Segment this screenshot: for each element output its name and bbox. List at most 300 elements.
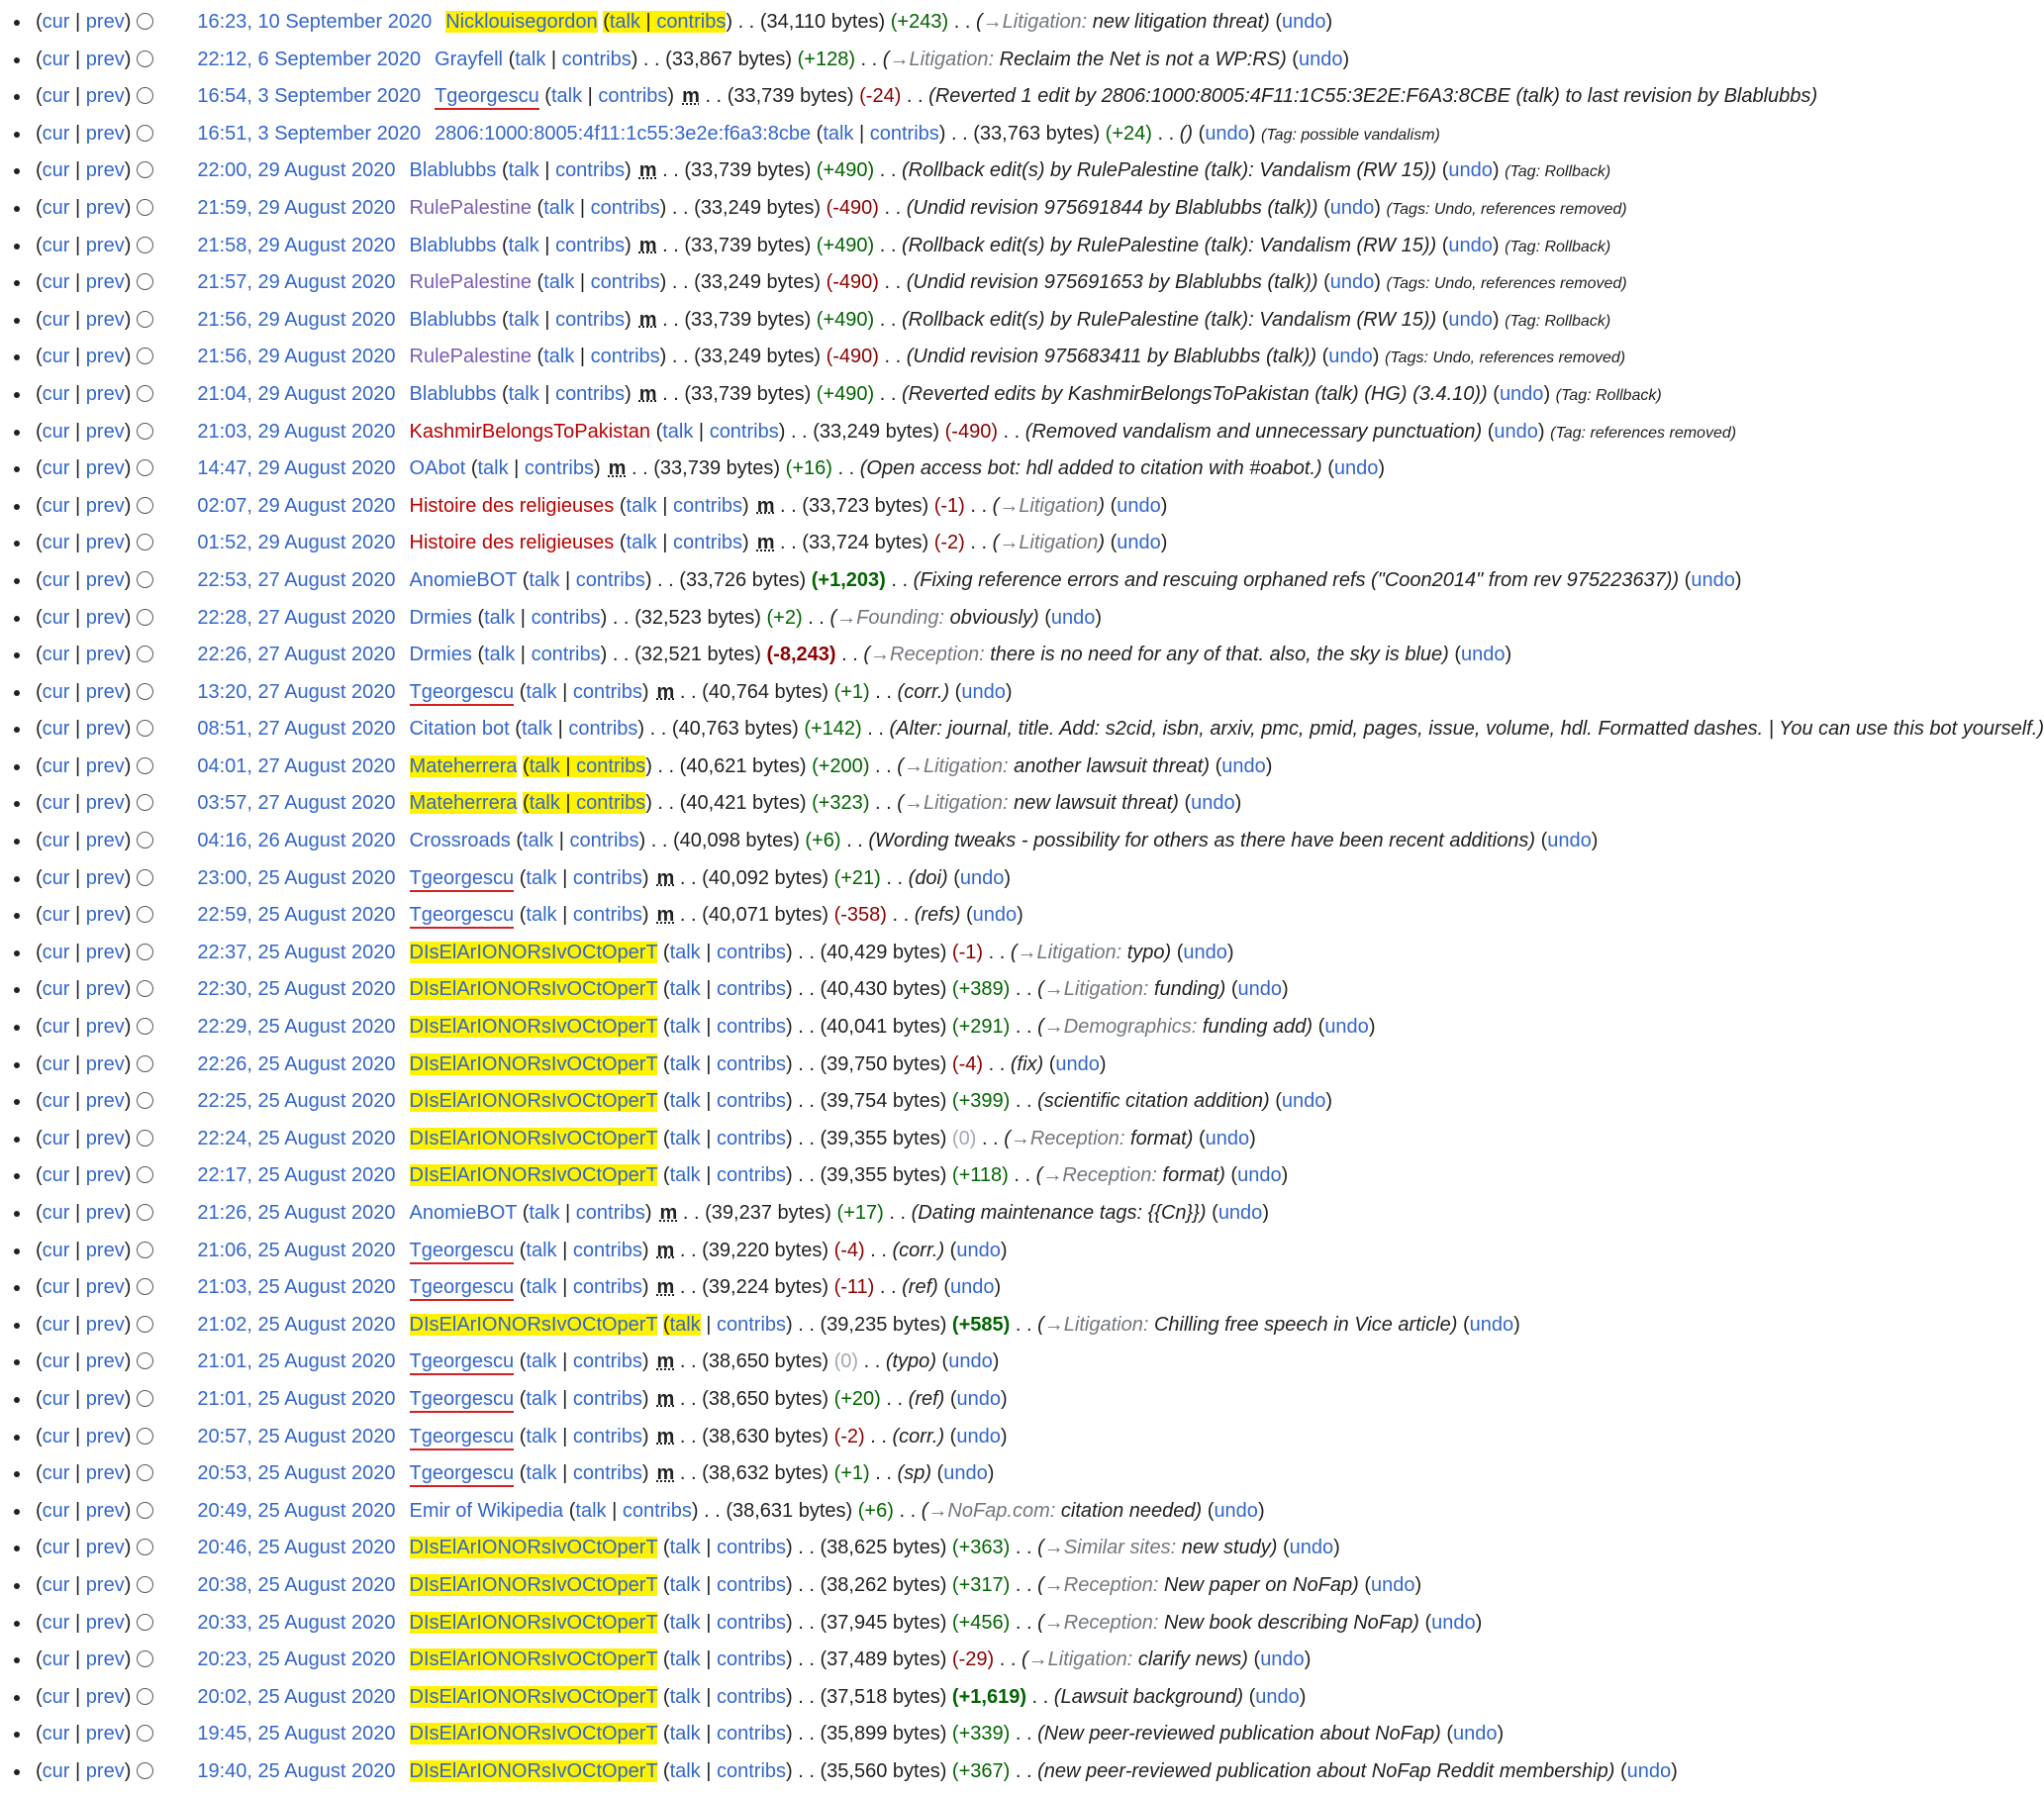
user-contribs-link[interactable]: contribs [531,606,601,629]
user-talk-link[interactable]: talk [669,1611,701,1634]
prev-link[interactable]: prev [85,1202,125,1224]
undo-link[interactable]: undo [972,904,1018,927]
cur-link[interactable]: cur [42,1276,70,1299]
cur-link[interactable]: cur [42,1164,70,1187]
user-link[interactable]: RulePalestine [409,271,532,294]
compare-radio[interactable] [137,1725,153,1742]
user-link[interactable]: Grayfell [435,48,503,70]
revision-date-link[interactable]: 21:26, 25 August 2020 [197,1202,396,1224]
cur-link[interactable]: cur [42,159,70,182]
revision-date-link[interactable]: 20:23, 25 August 2020 [197,1648,396,1671]
compare-radio[interactable] [137,683,153,700]
user-contribs-link[interactable]: contribs [572,866,642,889]
cur-link[interactable]: cur [42,1313,70,1336]
section-link[interactable]: →Litigation: [903,792,1009,815]
undo-link[interactable]: undo [956,1239,1001,1261]
user-talk-link[interactable]: talk [669,1685,701,1708]
user-talk-link[interactable]: talk [526,1239,557,1261]
user-talk-link[interactable]: talk [626,494,657,517]
undo-link[interactable]: undo [1281,1090,1326,1113]
user-contribs-link[interactable]: contribs [717,1759,787,1782]
compare-radio[interactable] [137,87,153,104]
prev-link[interactable]: prev [85,1350,125,1373]
cur-link[interactable]: cur [42,1052,70,1075]
undo-link[interactable]: undo [956,1387,1002,1410]
compare-radio[interactable] [137,1018,153,1035]
undo-link[interactable]: undo [1055,1052,1100,1075]
undo-link[interactable]: undo [1191,792,1235,815]
cur-link[interactable]: cur [42,830,70,852]
prev-link[interactable]: prev [85,1537,125,1559]
prev-link[interactable]: prev [85,1127,125,1149]
cur-link[interactable]: cur [42,1239,70,1261]
user-talk-link[interactable]: talk [515,48,546,70]
prev-link[interactable]: prev [85,1573,125,1596]
revision-date-link[interactable]: 14:47, 29 August 2020 [197,457,396,480]
compare-radio[interactable] [137,459,153,476]
prev-link[interactable]: prev [85,1648,125,1671]
undo-link[interactable]: undo [1260,1648,1305,1671]
revision-date-link[interactable]: 20:46, 25 August 2020 [197,1537,396,1559]
user-contribs-link[interactable]: contribs [576,754,646,777]
revision-date-link[interactable]: 22:12, 6 September 2020 [197,48,422,70]
revision-date-link[interactable]: 03:57, 27 August 2020 [197,792,396,815]
prev-link[interactable]: prev [85,346,125,368]
user-talk-link[interactable]: talk [526,866,557,889]
cur-link[interactable]: cur [42,754,70,777]
undo-link[interactable]: undo [1217,1202,1263,1224]
user-link[interactable]: Blablubbs [409,382,497,405]
cur-link[interactable]: cur [42,1090,70,1113]
user-talk-link[interactable]: talk [529,754,560,777]
section-link[interactable]: →Litigation: [1027,1648,1133,1671]
user-talk-link[interactable]: talk [669,1016,701,1039]
compare-radio[interactable] [137,161,153,178]
compare-radio[interactable] [137,1464,153,1481]
revision-date-link[interactable]: 21:56, 29 August 2020 [197,346,396,368]
cur-link[interactable]: cur [42,1685,70,1708]
undo-link[interactable]: undo [1448,234,1493,256]
user-contribs-link[interactable]: contribs [717,1723,787,1746]
user-contribs-link[interactable]: contribs [572,1387,642,1410]
compare-radio[interactable] [137,385,153,402]
revision-date-link[interactable]: 21:59, 29 August 2020 [197,196,396,219]
user-contribs-link[interactable]: contribs [598,85,668,108]
revision-date-link[interactable]: 20:53, 25 August 2020 [197,1462,396,1485]
revision-date-link[interactable]: 22:29, 25 August 2020 [197,1016,396,1039]
cur-link[interactable]: cur [42,1387,70,1410]
revision-date-link[interactable]: 08:51, 27 August 2020 [197,718,396,741]
cur-link[interactable]: cur [42,1127,70,1149]
undo-link[interactable]: undo [1329,271,1375,294]
revision-date-link[interactable]: 02:07, 29 August 2020 [197,494,396,517]
revision-date-link[interactable]: 21:56, 29 August 2020 [197,308,396,331]
revision-date-link[interactable]: 21:03, 29 August 2020 [197,420,396,443]
compare-radio[interactable] [137,1428,153,1445]
cur-link[interactable]: cur [42,532,70,554]
user-talk-link[interactable]: talk [543,196,575,219]
undo-link[interactable]: undo [1448,308,1493,331]
user-link[interactable]: RulePalestine [409,346,532,368]
undo-link[interactable]: undo [1221,754,1266,777]
user-contribs-link[interactable]: contribs [717,1685,787,1708]
revision-date-link[interactable]: 22:37, 25 August 2020 [197,941,396,963]
user-contribs-link[interactable]: contribs [575,568,645,591]
user-contribs-link[interactable]: contribs [656,11,727,33]
cur-link[interactable]: cur [42,1350,70,1373]
user-talk-link[interactable]: talk [526,1462,557,1485]
user-talk-link[interactable]: talk [529,568,560,591]
user-contribs-link[interactable]: contribs [672,494,743,517]
undo-link[interactable]: undo [1050,606,1096,629]
user-contribs-link[interactable]: contribs [717,1127,787,1149]
user-link[interactable]: Blablubbs [409,159,497,182]
undo-link[interactable]: undo [1289,1537,1334,1559]
section-link[interactable]: →NoFap.com: [927,1499,1056,1522]
section-link[interactable]: →Litigation [999,494,1099,517]
user-link[interactable]: DIsElArIONORsIvOCtOperT [409,1685,658,1708]
user-talk-link[interactable]: talk [508,308,539,331]
revision-date-link[interactable]: 19:40, 25 August 2020 [197,1759,396,1782]
user-contribs-link[interactable]: contribs [717,978,787,1001]
prev-link[interactable]: prev [85,1387,125,1410]
user-talk-link[interactable]: talk [508,382,539,405]
undo-link[interactable]: undo [1328,346,1373,368]
user-link[interactable]: Crossroads [409,830,511,852]
compare-radio[interactable] [137,125,153,142]
user-link[interactable]: Tgeorgescu [410,1426,515,1450]
cur-link[interactable]: cur [42,271,70,294]
prev-link[interactable]: prev [85,1499,125,1522]
prev-link[interactable]: prev [85,1164,125,1187]
prev-link[interactable]: prev [85,234,125,256]
user-contribs-link[interactable]: contribs [524,457,594,480]
section-link[interactable]: →Litigation: [1017,941,1122,963]
user-link[interactable]: DIsElArIONORsIvOCtOperT [409,1723,658,1746]
user-link[interactable]: DIsElArIONORsIvOCtOperT [409,1090,658,1113]
user-link[interactable]: Blablubbs [409,308,497,331]
compare-radio[interactable] [137,1688,153,1705]
compare-radio[interactable] [137,1130,153,1147]
user-talk-link[interactable]: talk [669,1759,701,1782]
compare-radio[interactable] [137,757,153,774]
user-contribs-link[interactable]: contribs [717,1573,787,1596]
section-link[interactable]: →Similar sites: [1043,1537,1177,1559]
prev-link[interactable]: prev [85,866,125,889]
prev-link[interactable]: prev [85,1462,125,1485]
user-talk-link[interactable]: talk [526,680,557,703]
prev-link[interactable]: prev [85,1425,125,1448]
user-link[interactable]: Tgeorgescu [410,1240,515,1264]
user-link[interactable]: Drmies [409,606,472,629]
compare-radio[interactable] [137,646,153,662]
user-talk-link[interactable]: talk [529,1202,560,1224]
undo-link[interactable]: undo [1237,978,1282,1001]
section-link[interactable]: →Litigation [999,532,1099,554]
cur-link[interactable]: cur [42,122,70,145]
revision-date-link[interactable]: 22:17, 25 August 2020 [197,1164,396,1187]
user-talk-link[interactable]: talk [669,1164,701,1187]
revision-date-link[interactable]: 22:25, 25 August 2020 [197,1090,396,1113]
prev-link[interactable]: prev [85,159,125,182]
undo-link[interactable]: undo [1214,1499,1258,1522]
cur-link[interactable]: cur [42,420,70,443]
prev-link[interactable]: prev [85,680,125,703]
user-link[interactable]: DIsElArIONORsIvOCtOperT [409,1052,658,1075]
revision-date-link[interactable]: 04:16, 26 August 2020 [197,830,396,852]
section-link[interactable]: →Litigation: [889,48,995,70]
user-talk-link[interactable]: talk [669,1127,701,1149]
user-contribs-link[interactable]: contribs [572,904,642,927]
cur-link[interactable]: cur [42,1648,70,1671]
undo-link[interactable]: undo [1298,48,1343,70]
undo-link[interactable]: undo [1448,159,1493,182]
user-talk-link[interactable]: talk [669,1537,701,1559]
section-link[interactable]: →Litigation: [903,754,1009,777]
revision-date-link[interactable]: 21:03, 25 August 2020 [197,1276,396,1299]
user-contribs-link[interactable]: contribs [717,1611,787,1634]
prev-link[interactable]: prev [85,532,125,554]
user-talk-link[interactable]: talk [669,1090,701,1113]
revision-date-link[interactable]: 16:54, 3 September 2020 [197,85,422,108]
user-talk-link[interactable]: talk [669,1052,701,1075]
revision-date-link[interactable]: 21:01, 25 August 2020 [197,1350,396,1373]
compare-radio[interactable] [137,13,153,30]
user-talk-link[interactable]: talk [669,1648,701,1671]
revision-date-link[interactable]: 01:52, 29 August 2020 [197,532,396,554]
cur-link[interactable]: cur [42,866,70,889]
compare-radio[interactable] [137,1166,153,1183]
user-talk-link[interactable]: talk [609,11,640,33]
revision-date-link[interactable]: 21:04, 29 August 2020 [197,382,396,405]
cur-link[interactable]: cur [42,308,70,331]
user-link[interactable]: KashmirBelongsToPakistan [409,420,651,443]
user-contribs-link[interactable]: contribs [590,271,660,294]
user-link[interactable]: Nicklouisegordon [445,11,598,33]
undo-link[interactable]: undo [1494,420,1538,443]
revision-date-link[interactable]: 20:38, 25 August 2020 [197,1573,396,1596]
user-link[interactable]: DIsElArIONORsIvOCtOperT [409,1127,658,1149]
undo-link[interactable]: undo [1183,941,1227,963]
user-link[interactable]: Mateherrera [409,792,518,815]
prev-link[interactable]: prev [85,718,125,741]
prev-link[interactable]: prev [85,1239,125,1261]
prev-link[interactable]: prev [85,644,125,666]
user-talk-link[interactable]: talk [526,1387,557,1410]
user-link[interactable]: DIsElArIONORsIvOCtOperT [409,1016,658,1039]
undo-link[interactable]: undo [1461,644,1506,666]
undo-link[interactable]: undo [1626,1759,1672,1782]
user-contribs-link[interactable]: contribs [717,1090,787,1113]
compare-radio[interactable] [137,1204,153,1221]
compare-radio[interactable] [137,906,153,923]
prev-link[interactable]: prev [85,941,125,963]
cur-link[interactable]: cur [42,48,70,70]
prev-link[interactable]: prev [85,1723,125,1746]
user-talk-link[interactable]: talk [543,346,575,368]
revision-date-link[interactable]: 20:49, 25 August 2020 [197,1499,396,1522]
undo-link[interactable]: undo [948,1350,993,1373]
user-contribs-link[interactable]: contribs [572,1276,642,1299]
cur-link[interactable]: cur [42,11,70,33]
user-contribs-link[interactable]: contribs [590,346,660,368]
cur-link[interactable]: cur [42,718,70,741]
user-contribs-link[interactable]: contribs [572,1350,642,1373]
compare-radio[interactable] [137,534,153,550]
prev-link[interactable]: prev [85,1276,125,1299]
compare-radio[interactable] [137,1762,153,1779]
user-link[interactable]: DIsElArIONORsIvOCtOperT [409,1611,658,1634]
compare-radio[interactable] [137,348,153,364]
user-talk-link[interactable]: talk [508,234,539,256]
prev-link[interactable]: prev [85,1052,125,1075]
user-contribs-link[interactable]: contribs [672,532,743,554]
user-contribs-link[interactable]: contribs [555,382,626,405]
prev-link[interactable]: prev [85,271,125,294]
section-link[interactable]: →Litigation: [1043,978,1149,1001]
cur-link[interactable]: cur [42,1462,70,1485]
user-talk-link[interactable]: talk [669,1313,701,1336]
revision-date-link[interactable]: 16:23, 10 September 2020 [197,11,433,33]
user-link[interactable]: OAbot [409,457,466,480]
user-link[interactable]: Tgeorgescu [410,904,515,929]
compare-radio[interactable] [137,571,153,588]
compare-radio[interactable] [137,497,153,514]
undo-link[interactable]: undo [1324,1016,1369,1039]
prev-link[interactable]: prev [85,48,125,70]
cur-link[interactable]: cur [42,234,70,256]
cur-link[interactable]: cur [42,792,70,815]
user-contribs-link[interactable]: contribs [622,1499,692,1522]
prev-link[interactable]: prev [85,494,125,517]
undo-link[interactable]: undo [1205,122,1249,145]
user-talk-link[interactable]: talk [526,1350,557,1373]
user-link[interactable]: Mateherrera [409,754,518,777]
user-talk-link[interactable]: talk [626,532,657,554]
user-contribs-link[interactable]: contribs [869,122,939,145]
undo-link[interactable]: undo [1282,11,1326,33]
prev-link[interactable]: prev [85,792,125,815]
cur-link[interactable]: cur [42,85,70,108]
revision-date-link[interactable]: 22:24, 25 August 2020 [197,1127,396,1149]
revision-date-link[interactable]: 20:33, 25 August 2020 [197,1611,396,1634]
revision-date-link[interactable]: 22:59, 25 August 2020 [197,904,396,927]
section-link[interactable]: →Founding: [836,606,945,629]
revision-date-link[interactable]: 23:00, 25 August 2020 [197,866,396,889]
undo-link[interactable]: undo [956,1425,1001,1448]
undo-link[interactable]: undo [1370,1573,1415,1596]
revision-date-link[interactable]: 21:02, 25 August 2020 [197,1313,396,1336]
revision-date-link[interactable]: 22:26, 25 August 2020 [197,1052,396,1075]
revision-date-link[interactable]: 20:57, 25 August 2020 [197,1425,396,1448]
undo-link[interactable]: undo [961,680,1006,703]
user-contribs-link[interactable]: contribs [709,420,779,443]
user-talk-link[interactable]: talk [662,420,694,443]
user-link[interactable]: Histoire des religieuses [409,494,615,517]
prev-link[interactable]: prev [85,606,125,629]
user-talk-link[interactable]: talk [523,830,554,852]
section-link[interactable]: →Reception: [1042,1164,1157,1187]
user-link[interactable]: Drmies [409,644,472,666]
compare-radio[interactable] [137,1055,153,1072]
user-talk-link[interactable]: talk [669,978,701,1001]
user-talk-link[interactable]: talk [477,457,509,480]
prev-link[interactable]: prev [85,196,125,219]
user-talk-link[interactable]: talk [484,644,516,666]
user-contribs-link[interactable]: contribs [717,1052,787,1075]
section-link[interactable]: →Litigation: [982,11,1088,33]
cur-link[interactable]: cur [42,1425,70,1448]
revision-date-link[interactable]: 19:45, 25 August 2020 [197,1723,396,1746]
user-talk-link[interactable]: talk [526,1276,557,1299]
section-link[interactable]: →Reception: [1043,1573,1159,1596]
undo-link[interactable]: undo [1453,1723,1498,1746]
user-contribs-link[interactable]: contribs [717,1016,787,1039]
cur-link[interactable]: cur [42,680,70,703]
compare-radio[interactable] [137,1092,153,1109]
revision-date-link[interactable]: 20:02, 25 August 2020 [197,1685,396,1708]
user-link[interactable]: DIsElArIONORsIvOCtOperT [409,1573,658,1596]
user-contribs-link[interactable]: contribs [576,792,646,815]
prev-link[interactable]: prev [85,1016,125,1039]
user-contribs-link[interactable]: contribs [572,1239,642,1261]
compare-radio[interactable] [137,199,153,216]
user-contribs-link[interactable]: contribs [555,234,626,256]
user-link[interactable]: Tgeorgescu [410,1462,515,1487]
user-contribs-link[interactable]: contribs [568,718,638,741]
compare-radio[interactable] [137,832,153,849]
user-link[interactable]: AnomieBOT [409,568,518,591]
user-link[interactable]: AnomieBOT [409,1202,518,1224]
compare-radio[interactable] [137,311,153,328]
compare-radio[interactable] [137,1539,153,1555]
revision-date-link[interactable]: 21:57, 29 August 2020 [197,271,396,294]
prev-link[interactable]: prev [85,420,125,443]
user-link[interactable]: Histoire des religieuses [409,532,615,554]
cur-link[interactable]: cur [42,494,70,517]
cur-link[interactable]: cur [42,1723,70,1746]
undo-link[interactable]: undo [1333,457,1379,480]
cur-link[interactable]: cur [42,1537,70,1559]
compare-radio[interactable] [137,273,153,290]
revision-date-link[interactable]: 22:30, 25 August 2020 [197,978,396,1001]
cur-link[interactable]: cur [42,1611,70,1634]
undo-link[interactable]: undo [1237,1164,1282,1187]
user-talk-link[interactable]: talk [526,904,557,927]
revision-date-link[interactable]: 13:20, 27 August 2020 [197,680,396,703]
user-contribs-link[interactable]: contribs [717,941,787,963]
compare-radio[interactable] [137,1316,153,1333]
user-contribs-link[interactable]: contribs [555,159,626,182]
user-talk-link[interactable]: talk [823,122,854,145]
user-talk-link[interactable]: talk [550,85,583,108]
user-talk-link[interactable]: talk [529,792,560,815]
undo-link[interactable]: undo [1117,494,1161,517]
compare-radio[interactable] [137,423,153,440]
cur-link[interactable]: cur [42,196,70,219]
section-link[interactable]: →Reception: [1043,1611,1159,1634]
cur-link[interactable]: cur [42,644,70,666]
revision-date-link[interactable]: 04:01, 27 August 2020 [197,754,396,777]
user-talk-link[interactable]: talk [669,1573,701,1596]
user-talk-link[interactable]: talk [521,718,553,741]
revision-date-link[interactable]: 22:53, 27 August 2020 [197,568,396,591]
revision-date-link[interactable]: 22:26, 27 August 2020 [197,644,396,666]
revision-date-link[interactable]: 22:00, 29 August 2020 [197,159,396,182]
undo-link[interactable]: undo [1255,1685,1300,1708]
compare-radio[interactable] [137,1576,153,1593]
user-link[interactable]: DIsElArIONORsIvOCtOperT [409,941,658,963]
